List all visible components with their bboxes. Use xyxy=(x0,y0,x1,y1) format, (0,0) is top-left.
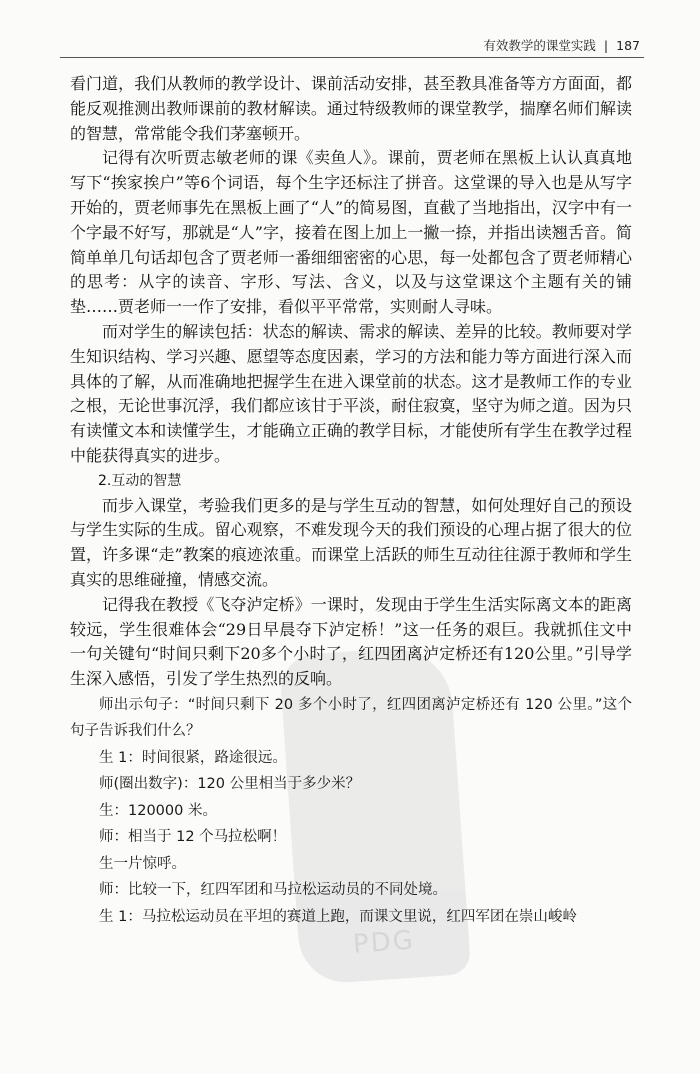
paragraph: 而对学生的解读包括：状态的解读、需求的解读、差异的比较。教师要对学生知识结构、学习兴趣、愿望等态度因素，学习的方法和能力等方面进行深入而具体的了解，从而准确地把握学生在进入课堂前的状态。这才是教师工作的专业之根，无论世事沉浮，我们都应该甘于平淡，耐住寂寞，坚守为师之道。因为只有读懂文本和读懂学生，才能确立正确的教学目标，才能使所有学生在教学过程中能获得真实的进步。 xyxy=(70,321,632,465)
dialogue-line: 生 1：时间很紧，路途很远。 xyxy=(99,749,287,766)
dialogue-line: 师：相当于 12 个马拉松啊！ xyxy=(99,829,287,846)
header-rule xyxy=(60,57,644,58)
dialogue-line: 师：比较一下，红四军团和马拉松运动员的不同处境。 xyxy=(99,882,447,899)
page-number: 187 xyxy=(616,38,640,53)
paragraph: 而步入课堂，考验我们更多的是与学生互动的智慧，如何处理好自己的预设与学生实际的生成。留心观察，不难发现今天的我们预设的心理占据了很大的位置，许多课“走”教案的痕迹浓重。而课堂上活跃的师生互动往往源于教师和学生真实的思维碰撞，情感交流。 xyxy=(70,495,632,589)
header-separator: | xyxy=(603,38,609,53)
dialogue-line: 生 1：马拉松运动员在平坦的赛道上跑，而课文里说，红四军团在崇山峻岭 xyxy=(99,908,577,925)
page-body xyxy=(70,72,632,930)
dialogue-line: 生一片惊呼。 xyxy=(99,855,186,872)
classroom-dialogue xyxy=(70,692,632,931)
watermark-text: PDG xyxy=(352,925,416,960)
paragraph: 记得我在教授《飞夺泸定桥》一课时，发现由于学生生活实际离文本的距离较远，学生很难体会“29日早晨夺下泸定桥！”这一任务的艰巨。我就抓住文中一句关键句“时间只剩下20多个小时了，红四团离泸定桥还有120公里。”引导学生深入感悟，引发了学生热烈的反响。 xyxy=(70,594,632,689)
running-header xyxy=(483,36,640,54)
paragraph-continued: 看门道，我们从教师的教学设计、课前活动安排，甚至教具准备等方方面面，都能反观推测出教师课前的教材解读。通过特级教师的课堂教学，揣摩名师们解读的智慧，常常能令我们茅塞顿开。 xyxy=(70,74,632,143)
dialogue-line: 生：120000 米。 xyxy=(99,802,217,819)
dialogue-line: 师(圈出数字)：120 公里相当于多少米？ xyxy=(99,776,361,793)
section-subheading: 2.互动的智慧 xyxy=(98,472,182,489)
running-header-title: 有效教学的课堂实践 xyxy=(483,38,596,53)
paragraph: 记得有次听贾志敏老师的课《卖鱼人》。课前，贾老师在黑板上认认真真地写下“挨家挨户”等6个词语，每个生字还标注了拼音。这堂课的导入也是从写字开始的，贾老师事先在黑板上画了“人”的简易图，直截了当地指出，汉字中有一个字最不好写，那就是“人”字，接着在图上加上一撇一捺，并指出读翘舌音。简简单单几句话却包含了贾老师一番细细密密的心思，每一处都包含了贾老师精心的思考：从字的读音、字形、写法、含义，以及与这堂课这个主题有关的铺垫……贾老师一一作了安排，看似平平常常，实则耐人寻味。 xyxy=(70,148,632,317)
dialogue-line: 师出示句子：“时间只剩下 20 多个小时了，红四团离泸定桥还有 120 公里。”这个句子告诉我们什么？ xyxy=(70,696,632,740)
